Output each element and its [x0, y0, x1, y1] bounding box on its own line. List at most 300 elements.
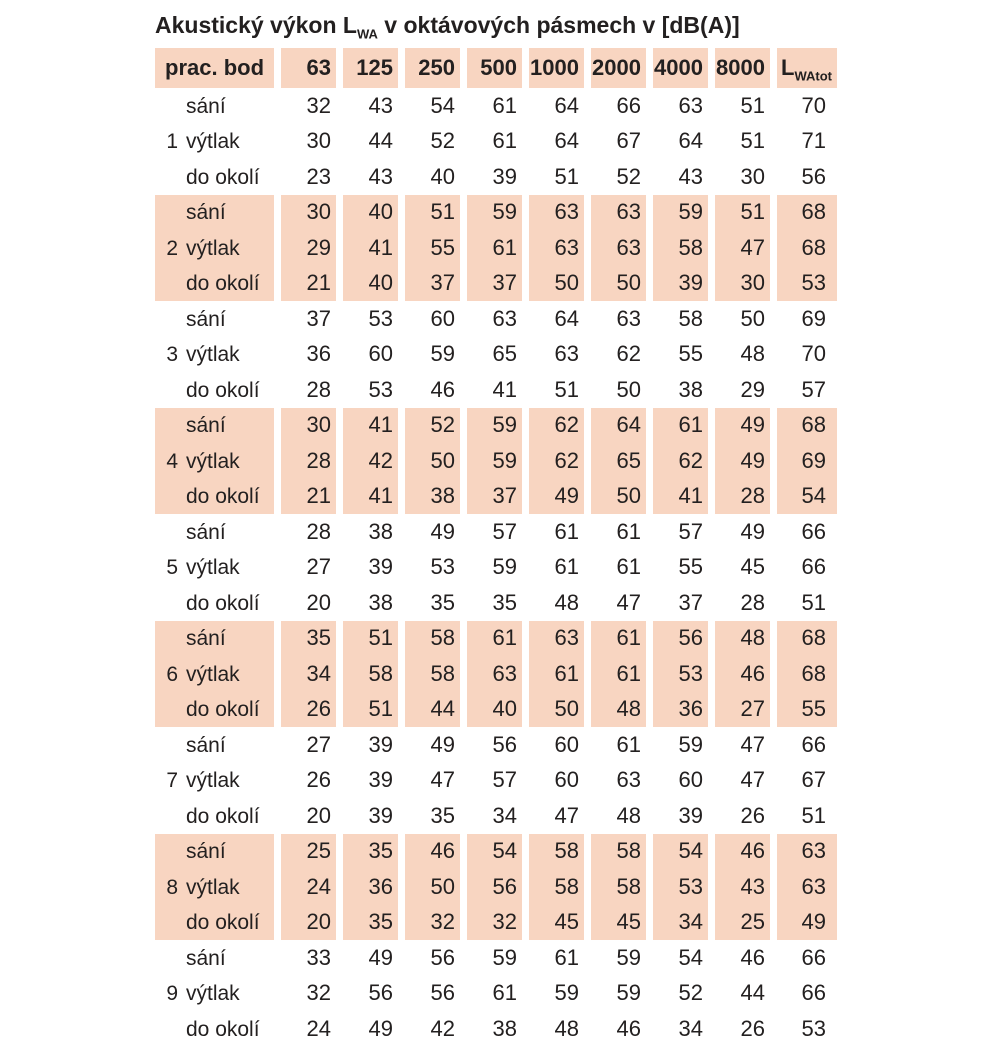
value-cell-total: 69	[777, 443, 837, 479]
acoustic-power-table	[148, 48, 844, 1047]
value-cell-total: 67	[801, 767, 826, 793]
row-label-cell	[155, 905, 274, 941]
row-label: výtlak	[186, 449, 240, 473]
value-cell: 26	[740, 1015, 765, 1041]
value-cell-total: 49	[777, 905, 837, 941]
value-cell-total: 63	[777, 869, 837, 905]
table-body	[155, 88, 837, 1047]
value-cell: 21	[281, 266, 336, 302]
table-row-point2-vytlak	[155, 230, 837, 266]
row-label: do okolí	[186, 165, 260, 189]
row-label-cell	[155, 727, 274, 763]
value-cell: 53	[430, 554, 455, 580]
value-cell: 25	[715, 905, 770, 941]
value-cell: 50	[591, 479, 646, 515]
value-cell: 35	[430, 589, 455, 615]
value-cell: 63	[529, 621, 584, 657]
value-cell-total: 66	[801, 554, 826, 580]
value-cell: 61	[492, 980, 517, 1006]
value-cell: 55	[678, 341, 703, 367]
value-cell: 24	[281, 869, 336, 905]
value-cell: 62	[616, 341, 641, 367]
value-cell: 36	[343, 869, 398, 905]
header-band-4000: 4000	[653, 48, 708, 88]
row-label-cell	[155, 266, 274, 302]
row-label: výtlak	[186, 982, 240, 1006]
table-row-point1-vytlak	[155, 124, 837, 160]
table-header	[155, 48, 837, 88]
row-label-cell	[155, 301, 274, 337]
value-cell: 28	[306, 518, 331, 544]
row-label: do okolí	[186, 698, 260, 722]
table-row-point6-sani	[155, 621, 837, 657]
row-label-cell	[155, 479, 274, 515]
value-cell: 34	[653, 905, 708, 941]
value-cell: 40	[343, 195, 398, 231]
header-band-63: 63	[281, 48, 336, 88]
value-cell: 34	[281, 656, 336, 692]
row-label: sání	[186, 840, 226, 864]
value-cell: 34	[492, 802, 517, 828]
row-label: do okolí	[186, 272, 260, 296]
table-row-point5-vytlak	[155, 550, 837, 586]
value-cell: 30	[715, 266, 770, 302]
value-cell: 47	[740, 731, 765, 757]
value-cell: 50	[616, 376, 641, 402]
point-number: 8	[166, 875, 178, 899]
value-cell: 55	[678, 554, 703, 580]
value-cell: 28	[306, 376, 331, 402]
row-label-cell	[155, 124, 274, 160]
value-cell: 53	[653, 656, 708, 692]
table-row-point9-sani	[155, 940, 837, 976]
value-cell: 43	[368, 163, 393, 189]
value-cell-total: 51	[801, 802, 826, 828]
value-cell: 45	[529, 905, 584, 941]
value-cell: 23	[306, 163, 331, 189]
value-cell: 58	[591, 869, 646, 905]
value-cell: 50	[405, 443, 460, 479]
value-cell: 58	[529, 869, 584, 905]
value-cell: 67	[616, 128, 641, 154]
value-cell: 53	[368, 376, 393, 402]
header-band-250: 250	[405, 48, 460, 88]
value-cell: 32	[306, 980, 331, 1006]
value-cell-total: 68	[777, 195, 837, 231]
value-cell: 61	[554, 518, 579, 544]
value-cell-total: 66	[801, 944, 826, 970]
value-cell: 38	[368, 589, 393, 615]
value-cell: 29	[740, 376, 765, 402]
row-label-cell	[155, 976, 274, 1012]
table-row-point2-sani	[155, 195, 837, 231]
value-cell: 61	[616, 554, 641, 580]
value-cell: 51	[343, 621, 398, 657]
value-cell: 54	[678, 944, 703, 970]
value-cell: 56	[430, 944, 455, 970]
row-label: sání	[186, 520, 226, 544]
value-cell: 43	[715, 869, 770, 905]
value-cell: 60	[554, 767, 579, 793]
row-label-cell	[155, 514, 274, 550]
row-label-cell	[155, 88, 274, 124]
value-cell: 56	[653, 621, 708, 657]
value-cell: 20	[281, 905, 336, 941]
value-cell: 61	[653, 408, 708, 444]
point-number: 4	[166, 449, 178, 473]
value-cell: 40	[467, 692, 522, 728]
row-label-cell	[155, 798, 274, 834]
point-number: 3	[166, 343, 178, 367]
table-row-point4-vytlak	[155, 443, 837, 479]
value-cell: 46	[740, 944, 765, 970]
value-cell: 64	[554, 92, 579, 118]
value-cell: 20	[306, 589, 331, 615]
value-cell: 26	[306, 767, 331, 793]
value-cell: 61	[492, 128, 517, 154]
value-cell: 28	[740, 589, 765, 615]
table-row-point3-sani	[155, 301, 837, 337]
value-cell: 47	[554, 802, 579, 828]
row-label: do okolí	[186, 378, 260, 402]
value-cell: 39	[368, 767, 393, 793]
table-row-point1-sani	[155, 88, 837, 124]
value-cell: 61	[492, 92, 517, 118]
value-cell: 35	[343, 834, 398, 870]
value-cell: 50	[529, 266, 584, 302]
value-cell: 39	[368, 731, 393, 757]
row-label-cell	[155, 1011, 274, 1047]
value-cell-total: 71	[801, 128, 826, 154]
value-cell: 46	[715, 834, 770, 870]
value-cell-total: 54	[777, 479, 837, 515]
header-band-125: 125	[343, 48, 398, 88]
value-cell: 58	[343, 656, 398, 692]
value-cell: 61	[591, 656, 646, 692]
value-cell: 60	[430, 305, 455, 331]
value-cell: 48	[616, 802, 641, 828]
row-label: výtlak	[186, 236, 240, 260]
value-cell: 63	[678, 92, 703, 118]
value-cell: 37	[467, 266, 522, 302]
value-cell: 36	[306, 341, 331, 367]
value-cell: 63	[554, 341, 579, 367]
value-cell: 58	[678, 305, 703, 331]
value-cell: 48	[554, 1015, 579, 1041]
row-label: sání	[186, 201, 226, 225]
value-cell: 44	[405, 692, 460, 728]
point-number: 9	[166, 982, 178, 1006]
value-cell: 37	[306, 305, 331, 331]
header-row	[155, 48, 837, 88]
header-band-8000: 8000	[715, 48, 770, 88]
table-row-point3-do-okoli	[155, 372, 837, 408]
value-cell: 48	[740, 341, 765, 367]
value-cell: 59	[554, 980, 579, 1006]
table-row-point5-do-okoli	[155, 585, 837, 621]
value-cell: 27	[715, 692, 770, 728]
value-cell: 47	[430, 767, 455, 793]
value-cell: 50	[529, 692, 584, 728]
value-cell: 52	[430, 128, 455, 154]
value-cell: 59	[492, 554, 517, 580]
header-lwatot-label: L	[781, 55, 795, 80]
value-cell: 58	[529, 834, 584, 870]
value-cell: 46	[715, 656, 770, 692]
value-cell: 30	[740, 163, 765, 189]
row-label: do okolí	[186, 591, 260, 615]
value-cell: 49	[715, 443, 770, 479]
table-row-point5-sani	[155, 514, 837, 550]
table-row-point7-vytlak	[155, 763, 837, 799]
value-cell: 63	[492, 305, 517, 331]
value-cell: 61	[591, 621, 646, 657]
value-cell: 49	[740, 518, 765, 544]
table-row-point6-vytlak	[155, 656, 837, 692]
table-row-point1-do-okoli	[155, 159, 837, 195]
value-cell: 39	[492, 163, 517, 189]
row-label-cell	[155, 834, 274, 870]
value-cell: 59	[616, 944, 641, 970]
value-cell: 58	[653, 230, 708, 266]
table-row-point9-do-okoli	[155, 1011, 837, 1047]
table-title	[155, 12, 1000, 42]
point-number: 5	[166, 556, 178, 580]
table-row-point3-vytlak	[155, 337, 837, 373]
value-cell: 51	[715, 195, 770, 231]
value-cell-total: 68	[777, 621, 837, 657]
row-label-cell	[155, 763, 274, 799]
value-cell: 35	[430, 802, 455, 828]
value-cell: 35	[492, 589, 517, 615]
value-cell: 63	[616, 767, 641, 793]
value-cell: 52	[405, 408, 460, 444]
table-row-point8-vytlak	[155, 869, 837, 905]
value-cell: 35	[281, 621, 336, 657]
value-cell: 66	[616, 92, 641, 118]
value-cell: 47	[616, 589, 641, 615]
value-cell: 59	[653, 195, 708, 231]
row-label: do okolí	[186, 485, 260, 509]
value-cell: 51	[740, 128, 765, 154]
value-cell: 60	[554, 731, 579, 757]
value-cell: 26	[740, 802, 765, 828]
value-cell-total: 68	[777, 656, 837, 692]
value-cell: 37	[405, 266, 460, 302]
value-cell: 59	[492, 944, 517, 970]
value-cell-total: 53	[801, 1015, 826, 1041]
value-cell: 65	[492, 341, 517, 367]
row-label-cell	[155, 656, 274, 692]
value-cell: 21	[281, 479, 336, 515]
value-cell: 38	[492, 1015, 517, 1041]
value-cell: 32	[467, 905, 522, 941]
value-cell: 57	[492, 767, 517, 793]
value-cell-total: 66	[801, 980, 826, 1006]
value-cell: 58	[591, 834, 646, 870]
table-title-prefix: Akustický výkon L	[155, 12, 357, 38]
value-cell: 60	[678, 767, 703, 793]
value-cell: 49	[430, 518, 455, 544]
value-cell-total: 69	[801, 305, 826, 331]
value-cell: 29	[281, 230, 336, 266]
value-cell-total: 57	[801, 376, 826, 402]
value-cell: 48	[591, 692, 646, 728]
value-cell: 51	[740, 92, 765, 118]
value-cell: 30	[306, 128, 331, 154]
value-cell: 52	[616, 163, 641, 189]
row-label: do okolí	[186, 804, 260, 828]
value-cell: 46	[616, 1015, 641, 1041]
value-cell-total: 66	[801, 518, 826, 544]
table-row-point7-sani	[155, 727, 837, 763]
value-cell: 64	[591, 408, 646, 444]
value-cell-total: 63	[777, 834, 837, 870]
row-label-cell	[155, 585, 274, 621]
value-cell: 51	[554, 163, 579, 189]
value-cell: 61	[467, 230, 522, 266]
value-cell-total: 53	[777, 266, 837, 302]
value-cell: 57	[678, 518, 703, 544]
value-cell: 39	[678, 802, 703, 828]
value-cell: 63	[529, 195, 584, 231]
value-cell: 39	[368, 554, 393, 580]
value-cell: 58	[405, 621, 460, 657]
value-cell: 61	[554, 554, 579, 580]
value-cell: 57	[492, 518, 517, 544]
value-cell: 33	[306, 944, 331, 970]
row-label-cell	[155, 550, 274, 586]
row-label: výtlak	[186, 769, 240, 793]
value-cell: 41	[343, 230, 398, 266]
value-cell: 61	[554, 944, 579, 970]
value-cell-total: 68	[777, 408, 837, 444]
row-label-cell	[155, 869, 274, 905]
value-cell: 27	[306, 731, 331, 757]
value-cell: 41	[343, 479, 398, 515]
value-cell: 37	[678, 589, 703, 615]
value-cell: 56	[467, 869, 522, 905]
row-label: výtlak	[186, 662, 240, 686]
value-cell: 64	[554, 128, 579, 154]
table-row-point8-sani	[155, 834, 837, 870]
row-label: sání	[186, 733, 226, 757]
value-cell: 54	[430, 92, 455, 118]
value-cell: 60	[368, 341, 393, 367]
value-cell: 46	[430, 376, 455, 402]
value-cell: 49	[715, 408, 770, 444]
value-cell: 36	[653, 692, 708, 728]
row-label-cell	[155, 159, 274, 195]
value-cell: 40	[343, 266, 398, 302]
value-cell: 32	[405, 905, 460, 941]
value-cell: 56	[430, 980, 455, 1006]
row-label: do okolí	[186, 911, 260, 935]
value-cell: 55	[405, 230, 460, 266]
value-cell: 45	[740, 554, 765, 580]
point-number: 7	[166, 769, 178, 793]
value-cell: 42	[343, 443, 398, 479]
row-label: sání	[186, 307, 226, 331]
value-cell-total: 70	[801, 92, 826, 118]
value-cell: 65	[591, 443, 646, 479]
value-cell: 54	[467, 834, 522, 870]
value-cell: 63	[591, 230, 646, 266]
value-cell: 45	[591, 905, 646, 941]
value-cell: 30	[281, 408, 336, 444]
value-cell-total: 68	[777, 230, 837, 266]
value-cell: 34	[678, 1015, 703, 1041]
point-number: 2	[166, 236, 178, 260]
value-cell: 64	[554, 305, 579, 331]
value-cell: 59	[616, 980, 641, 1006]
value-cell: 51	[554, 376, 579, 402]
row-label: výtlak	[186, 130, 240, 154]
value-cell: 40	[430, 163, 455, 189]
value-cell: 61	[616, 731, 641, 757]
value-cell: 59	[467, 408, 522, 444]
value-cell: 50	[591, 266, 646, 302]
header-band-2000: 2000	[591, 48, 646, 88]
value-cell: 62	[529, 443, 584, 479]
value-cell-total: 66	[801, 731, 826, 757]
value-cell: 49	[368, 1015, 393, 1041]
value-cell: 27	[306, 554, 331, 580]
value-cell: 25	[281, 834, 336, 870]
value-cell: 61	[616, 518, 641, 544]
value-cell: 49	[368, 944, 393, 970]
value-cell: 62	[529, 408, 584, 444]
value-cell: 63	[529, 230, 584, 266]
value-cell: 56	[492, 731, 517, 757]
value-cell: 41	[492, 376, 517, 402]
value-cell: 47	[740, 767, 765, 793]
row-label: sání	[186, 627, 226, 651]
header-lwatot	[777, 48, 837, 88]
row-label: sání	[186, 946, 226, 970]
table-title-subscript: WA	[356, 26, 378, 42]
value-cell: 20	[306, 802, 331, 828]
row-label-cell	[155, 408, 274, 444]
value-cell: 59	[678, 731, 703, 757]
row-label-cell	[155, 621, 274, 657]
table-row-point6-do-okoli	[155, 692, 837, 728]
value-cell: 41	[653, 479, 708, 515]
table-row-point9-vytlak	[155, 976, 837, 1012]
value-cell: 26	[281, 692, 336, 728]
value-cell: 56	[368, 980, 393, 1006]
value-cell-total: 70	[801, 341, 826, 367]
row-label-cell	[155, 230, 274, 266]
row-label: výtlak	[186, 556, 240, 580]
value-cell: 38	[405, 479, 460, 515]
row-label-cell	[155, 372, 274, 408]
value-cell: 32	[306, 92, 331, 118]
value-cell: 48	[554, 589, 579, 615]
row-label-cell	[155, 692, 274, 728]
value-cell: 49	[529, 479, 584, 515]
value-cell: 53	[368, 305, 393, 331]
value-cell: 35	[343, 905, 398, 941]
value-cell: 39	[653, 266, 708, 302]
table-row-point8-do-okoli	[155, 905, 837, 941]
value-cell: 44	[740, 980, 765, 1006]
value-cell: 62	[653, 443, 708, 479]
table-row-point7-do-okoli	[155, 798, 837, 834]
value-cell: 28	[281, 443, 336, 479]
value-cell: 24	[306, 1015, 331, 1041]
table-row-point2-do-okoli	[155, 266, 837, 302]
